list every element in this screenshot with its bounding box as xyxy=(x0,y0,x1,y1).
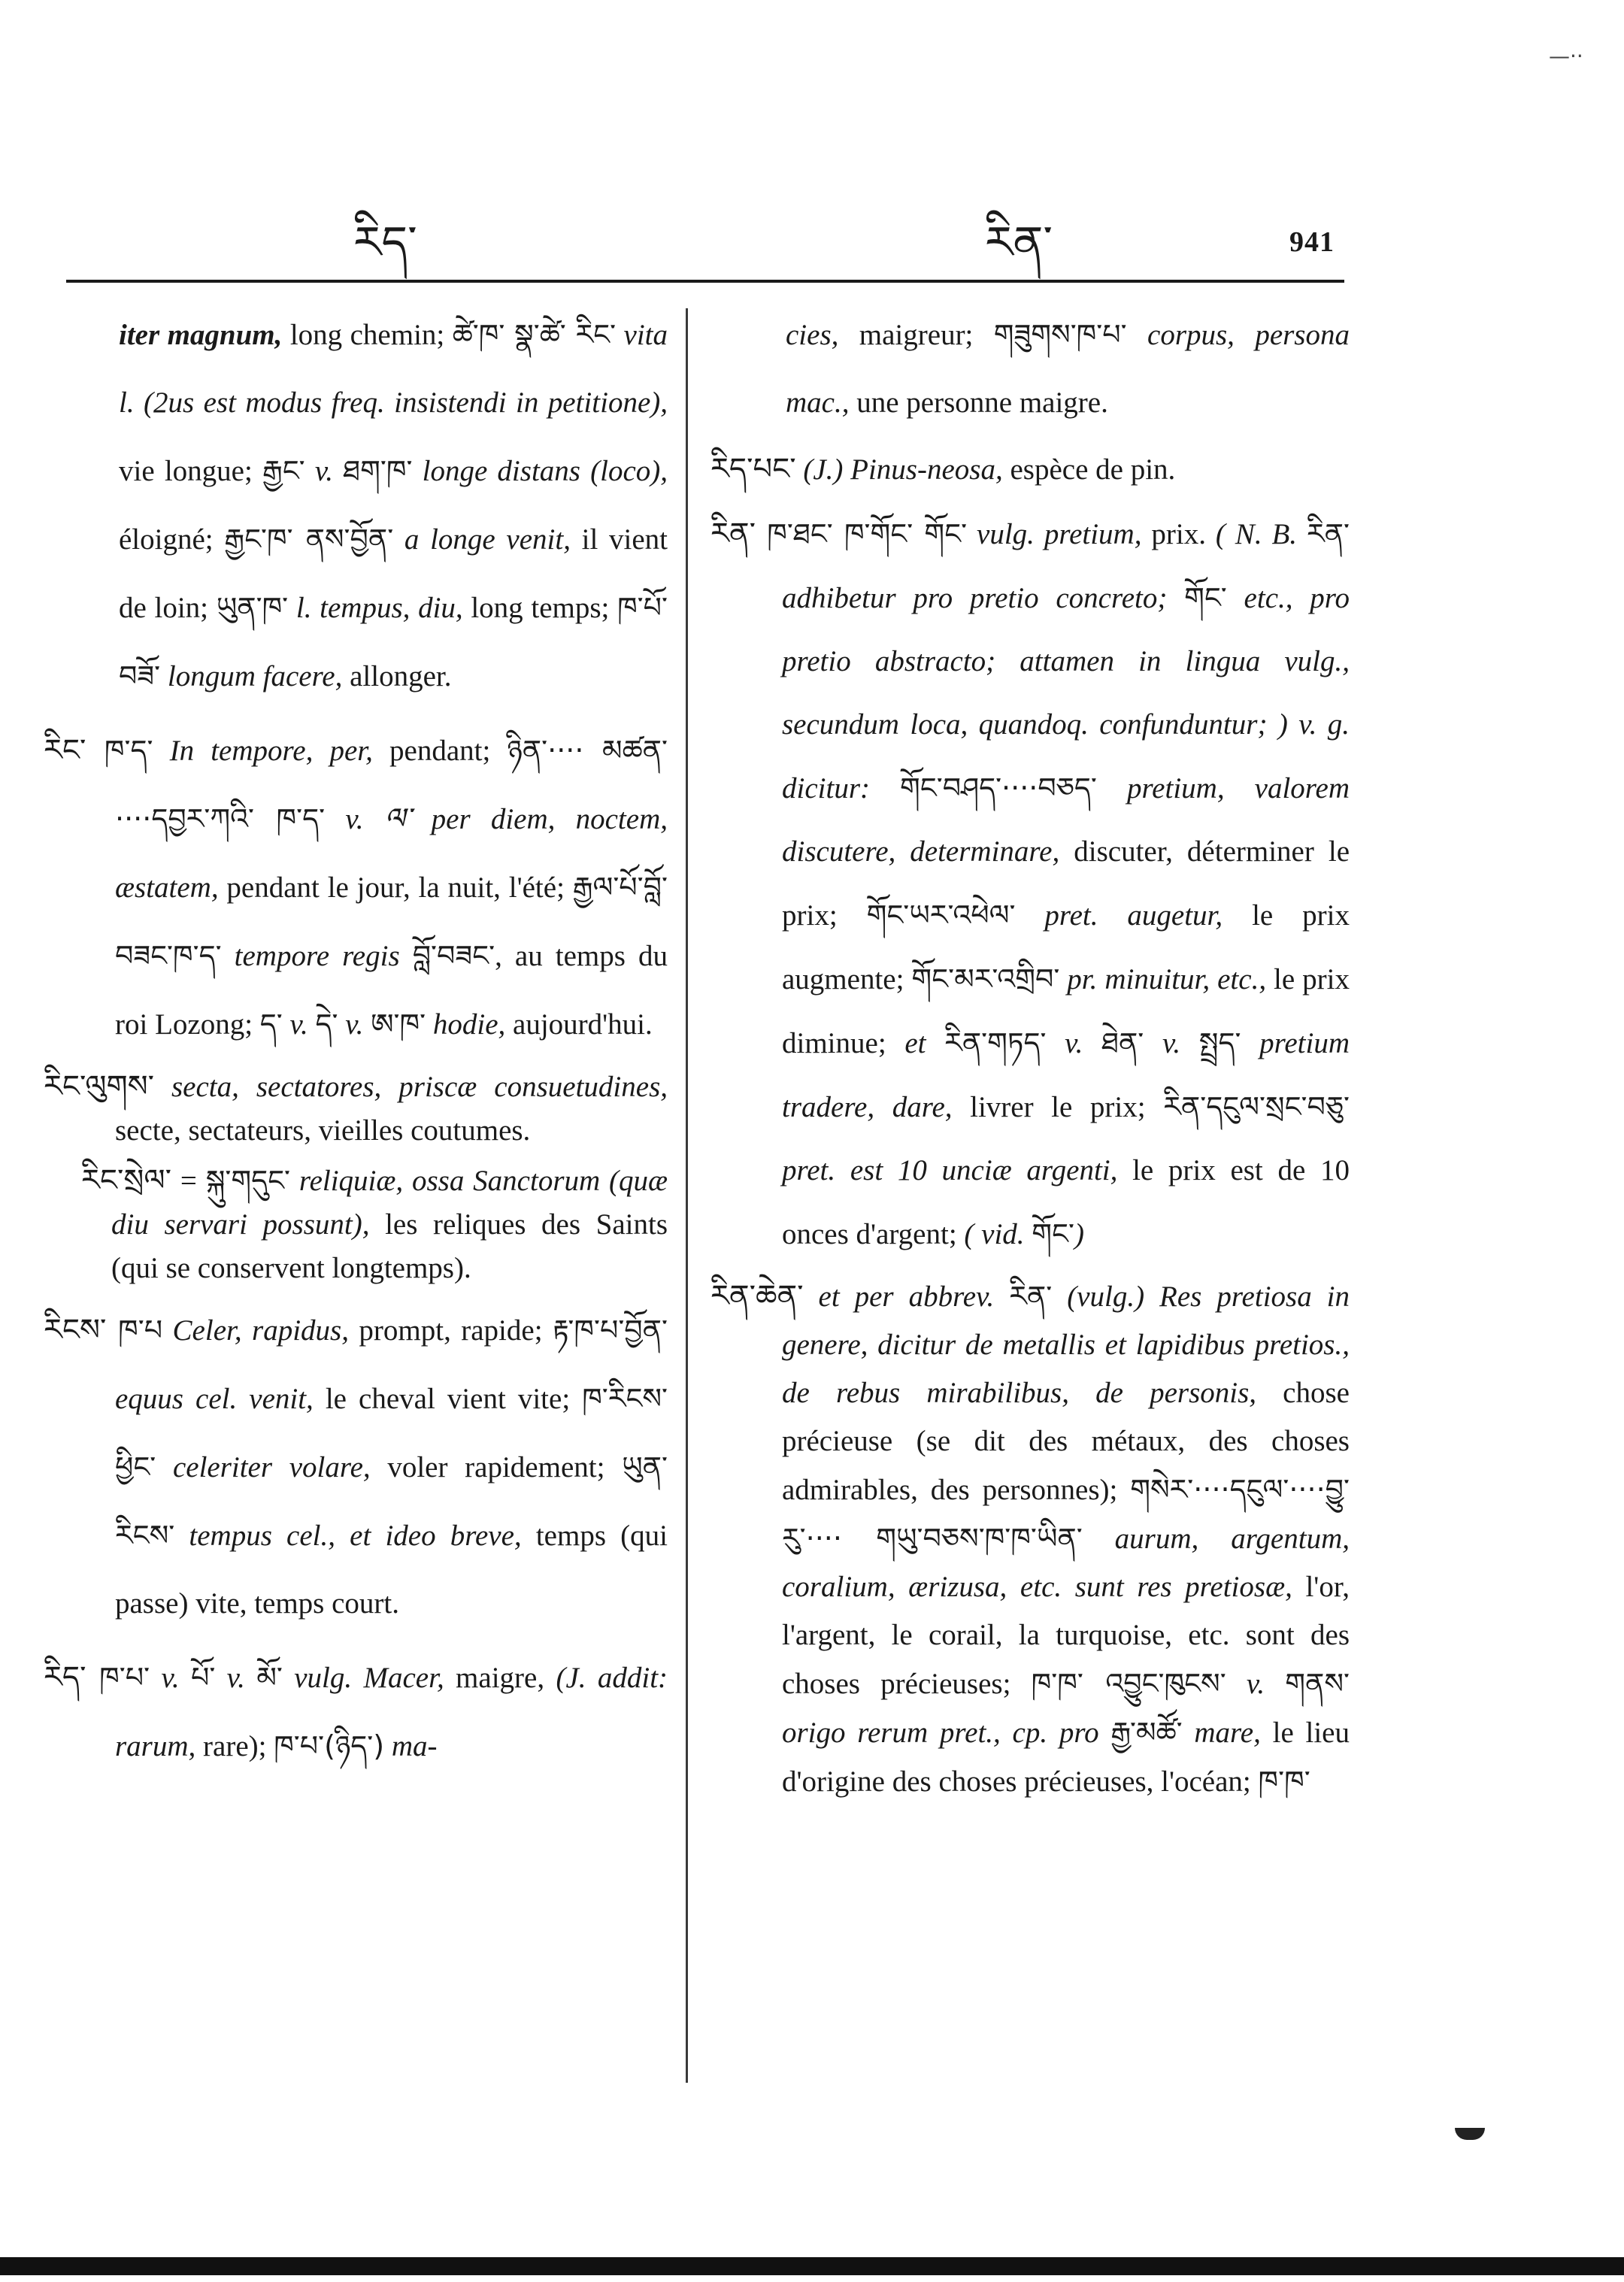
entry-continuation: iter magnum, long chemin; ཚེ་ཁ་ སྣ་ཚེ་ རིང་ vita l. (2us est modus freq. insistendi in petitione), vie longue; རྒྱང་ v. ཐག་ཁ་ longe distans (loco), éloigné; རྒྱང་ཁ་ ནས་བྱོན་ a longe venit, il vient de loin; ཡུན་ཁ་ l. tempus, diu, long temps; ཁ་པོ་ བཟོ་ longum facere, allonger. xyxy=(119,318,668,692)
entry-continuation: cies, maigreur; གཟུགས་ཁ་པ་ corpus, persona mac., une personne maigre. xyxy=(786,318,1350,419)
page-number: 941 xyxy=(1289,226,1335,258)
entry-ring: རིང་ ཁ་ད་ In tempore, per, pendant; ཉིན་···· མཚན་····དབྱར་ཀའི་ ཁ་ད་ v. ལ་ per diem, noctem, æstatem, pendant le jour, la nuit, l'été; རྒྱལ་པོ་བློ་བཟང་ཁ་ད་ tempore regis བློ་བཟང་, au temps du roi Lozong; ད་ v. དེ་ v. ཨ་ཁ་ hodie, aujourd'hui. xyxy=(44,733,668,1041)
headword: རིད་ xyxy=(44,1660,86,1695)
left-column xyxy=(44,301,668,1787)
margin-mark: —·· xyxy=(1549,44,1583,68)
headword: རིན་ xyxy=(710,517,756,551)
running-head-left: རིད་ xyxy=(353,217,417,269)
entry-ring-lugs: རིང་ལུགས་ secta, sectatores, priscæ consuetudines, secte, sectateurs, vieilles coutumes. xyxy=(44,1069,668,1147)
entry-rid-pang: རིད་པང་ (J.) Pinus-neosa, espèce de pin. xyxy=(710,452,1176,486)
headword: རིངས་ xyxy=(44,1313,107,1347)
headword: རིང་ལུགས་ xyxy=(44,1069,154,1104)
column-divider xyxy=(686,308,688,2083)
entry-rings: རིངས་ ཁ་པ Celer, rapidus, prompt, rapide; རྟ་ཁ་པ་བྱོན་ equus cel. venit, le cheval vient vite; ཁ་རིངས་ཕྱིང་ celeriter volare, voler rapidement; ཡུན་རིངས་ tempus cel., et ideo breve, temps (qui passe) vite, temps court. xyxy=(44,1313,668,1620)
entry-rid: རིད་ ཁ་པ་ v. པོ་ v. མོ་ vulg. Macer, maigre, (J. addit: rarum, rare); ཁ་པ་(ཉིད་) ma- xyxy=(44,1660,668,1762)
headword: རིད་པང་ xyxy=(710,452,796,486)
entry-rin: རིན་ ཁ་ཐང་ ཁ་གོང་ གོང་ vulg. pretium, prix. ( N. B. རིན་ adhibetur pro pretio concreto; གོང་ etc., pro pretio abstracto; attamen in lingua vulg., secundum loca, quandoq. confunduntur; ) v. g. dicitur: གོང་བཤད་····བཅད་ pretium, valorem discutere, determinare, discuter, déterminer le prix; གོང་ཡར་འཕེལ་ pret. augetur, le prix augmente; གོང་མར་འགྲིབ་ pr. minuitur, etc., le prix diminue; et རིན་གཏད་ v. ཐེན་ v. སྤྲད་ pretium tradere, dare, livrer le prix; རིན་དངུལ་སྲང་བཅུ་ pret. est 10 unciæ argenti, le prix est de 10 onces d'argent; ( vid. གོང་) xyxy=(710,517,1350,1250)
entry-ring-srel: རིང་སྲེལ་ = སྐུ་གདུང་ reliquiæ, ossa Sanctorum (quæ diu servari possunt), les reliques des Saints (qui se conservent longtemps). xyxy=(81,1163,668,1284)
entry-rin-chen: རིན་ཆེན་ et per abbrev. རིན་ (vulg.) Res pretiosa in genere, dicitur de metallis et lapidibus pretios., de rebus mirabilibus, de personis, chose précieuse (se dit des métaux, des choses admirables, des personnes); གསེར་····དངུལ་····བྱུ་རུ་···· གཡུ་བཅས་ཁ་ཁ་ཡིན་ aurum, argentum, coralium, ærizusa, etc. sunt res pretiosæ, l'or, l'argent, le corail, la turquoise, etc. sont des choses précieuses; ཁ་ཁ་ འབྱུང་ཁུངས་ v. གནས་ origo rerum pret., cp. pro རྒྱ་མཚོ་ mare, le lieu d'origine des choses précieuses, l'océan; ཁ་ཁ་ xyxy=(710,1279,1350,1798)
header-rule xyxy=(66,280,1344,283)
bottom-edge-rule xyxy=(0,2257,1624,2275)
running-head-right: རིན་ xyxy=(985,217,1053,269)
headword: རིང་ xyxy=(44,733,86,768)
headword: རིན་ཆེན་ xyxy=(710,1279,804,1314)
right-column xyxy=(710,301,1350,1812)
margin-mark xyxy=(1455,2128,1485,2140)
headword: རིང་སྲེལ་ xyxy=(81,1163,172,1198)
